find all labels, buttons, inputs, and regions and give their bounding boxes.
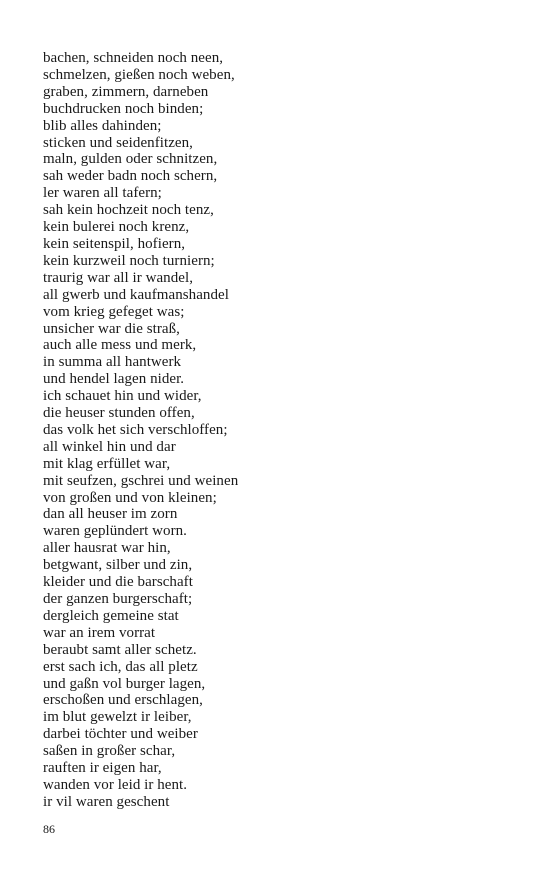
poem-line: maln, gulden oder schnitzen, bbox=[43, 151, 218, 168]
poem-line: ir vil waren geschent bbox=[43, 793, 170, 810]
poem-line: kein bulerei noch krenz, bbox=[43, 219, 190, 236]
poem-line: schmelzen, gießen noch weben, bbox=[43, 66, 235, 83]
poem-line: traurig war all ir wandel, bbox=[43, 269, 193, 286]
poem-line: beraubt samt aller schetz. bbox=[43, 641, 197, 658]
poem-line: waren geplündert worn. bbox=[43, 523, 187, 540]
poem-line: das volk het sich verschloffen; bbox=[43, 421, 228, 438]
poem-line: ler waren all tafern; bbox=[43, 185, 162, 202]
poem-line: war an irem vorrat bbox=[43, 624, 156, 641]
poem-line: all winkel hin und dar bbox=[43, 438, 176, 455]
poem-line: und gaßn vol burger lagen, bbox=[43, 675, 206, 692]
poem-line: dergleich gemeine stat bbox=[43, 607, 179, 624]
poem-line: sah kein hochzeit noch tenz, bbox=[43, 202, 214, 219]
poem-line: betgwant, silber und zin, bbox=[43, 557, 193, 574]
poem-line: blib alles dahinden; bbox=[43, 117, 162, 134]
poem-line: wanden vor leid ir hent. bbox=[43, 776, 188, 793]
poem-line: kleider und die barschaft bbox=[43, 574, 193, 591]
poem-line: die heuser stunden offen, bbox=[43, 405, 195, 422]
poem-line: und hendel lagen nider. bbox=[43, 371, 185, 388]
poem-line: erst sach ich, das all pletz bbox=[43, 658, 198, 675]
poem-line: rauften ir eigen har, bbox=[43, 760, 162, 777]
poem-line: mit seufzen, gschrei und weinen bbox=[43, 472, 239, 489]
poem-line: der ganzen burgerschaft; bbox=[43, 591, 193, 607]
poem-line: erschoßen und erschlagen, bbox=[43, 692, 203, 709]
poem-line: darbei töchter und weiber bbox=[43, 726, 198, 743]
poem-line: sah weder badn noch schern, bbox=[43, 168, 218, 185]
poem-line: saßen in großer schar, bbox=[43, 743, 176, 760]
poem-line: dan all heuser im zorn bbox=[43, 506, 178, 523]
poem-line: von großen und von kleinen; bbox=[43, 489, 217, 506]
poem-line: mit klag erfüllet war, bbox=[43, 455, 171, 472]
poem-line: aller hausrat war hin, bbox=[43, 540, 171, 557]
poem-line: buchdrucken noch binden; bbox=[43, 100, 204, 117]
poem-line: unsicher war die straß, bbox=[43, 320, 180, 337]
poem-line: ich schauet hin und wider, bbox=[43, 388, 202, 405]
poem-line: vom krieg gefeget was; bbox=[43, 303, 185, 320]
poem-line: kein seitenspil, hofiern, bbox=[43, 235, 186, 252]
poem-line: kein kurzweil noch turniern; bbox=[43, 252, 215, 269]
poem-text-block bbox=[43, 50, 238, 811]
page-number: 86 bbox=[43, 822, 55, 836]
poem-line: graben, zimmern, darneben bbox=[43, 83, 209, 100]
poem-line: bachen, schneiden noch neen, bbox=[43, 50, 224, 66]
poem-line: all gwerb und kaufmanshandel bbox=[43, 286, 229, 303]
poem-line: sticken und seidenfitzen, bbox=[43, 134, 193, 151]
poem-line: in summa all hantwerk bbox=[43, 354, 182, 371]
poem-line: im blut gewelzt ir leiber, bbox=[43, 709, 192, 726]
poem-line: auch alle mess und merk, bbox=[43, 337, 197, 354]
